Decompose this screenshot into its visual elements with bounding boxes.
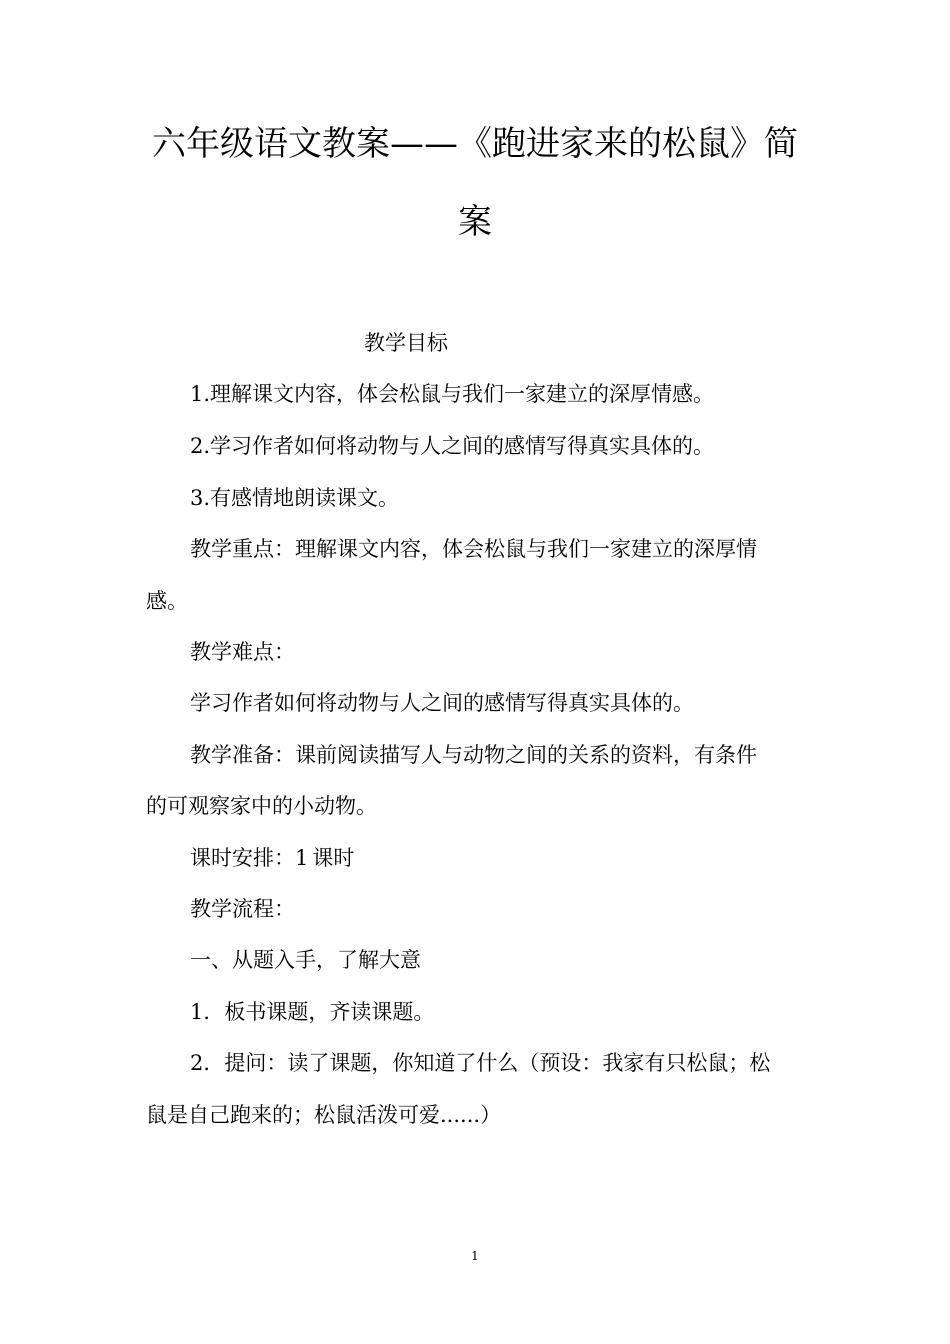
preparation-line-2: 的可观察家中的小动物。 [146,794,377,818]
step-text: ．板书课题，齐读课题。 [203,1000,435,1024]
step-1 [190,998,434,1026]
goal-number: 1. [190,382,211,406]
goal-number: 2. [190,434,211,458]
goal-item-2 [190,432,714,460]
preparation-line-1: 教学准备：课前阅读描写人与动物之间的关系的资料，有条件 [190,743,757,767]
difficulty-text: 学习作者如何将动物与人之间的感情写得真实具体的。 [190,691,694,715]
step-close-paren: ） [480,1103,502,1127]
goal-item-1 [190,380,714,408]
step-number: 2 [190,1051,204,1075]
step-2-line-1 [190,1049,770,1077]
document-title-line-2: 案 [458,202,492,242]
process-label: 教学流程： [190,897,295,921]
difficulty-label: 教学难点： [190,640,295,664]
section-heading: 教学目标 [364,331,448,355]
step-heading: 一、从题入手，了解大意 [190,948,421,972]
step-ellipsis: ...... [440,1103,481,1127]
step-text: ．提问：读了课题，你知道了什么（预设：我家有只松鼠；松 [203,1051,771,1075]
step-2-line-2 [146,1101,501,1129]
goal-item-3 [190,484,399,512]
goal-text: 理解课文内容，体会松鼠与我们一家建立的深厚情感。 [210,382,715,406]
schedule-label: 课时安排： [190,846,295,870]
page-number: 1 [471,1249,479,1263]
schedule-unit: 课时 [312,846,355,870]
goal-text: 学习作者如何将动物与人之间的感情写得真实具体的。 [210,434,715,458]
step-text: 鼠是自己跑来的；松鼠活泼可爱 [146,1103,440,1127]
key-point-line-2: 感。 [146,589,188,613]
schedule-line [190,844,354,872]
key-point-line-1: 教学重点：理解课文内容，体会松鼠与我们一家建立的深厚情 [190,537,757,561]
goal-number: 3. [190,486,211,510]
document-title-line-1: 六年级语文教案——《跑进家来的松鼠》简 [152,124,798,164]
schedule-number: 1 [295,846,309,870]
goal-text: 有感情地朗读课文。 [210,486,400,510]
step-number: 1 [190,1000,204,1024]
